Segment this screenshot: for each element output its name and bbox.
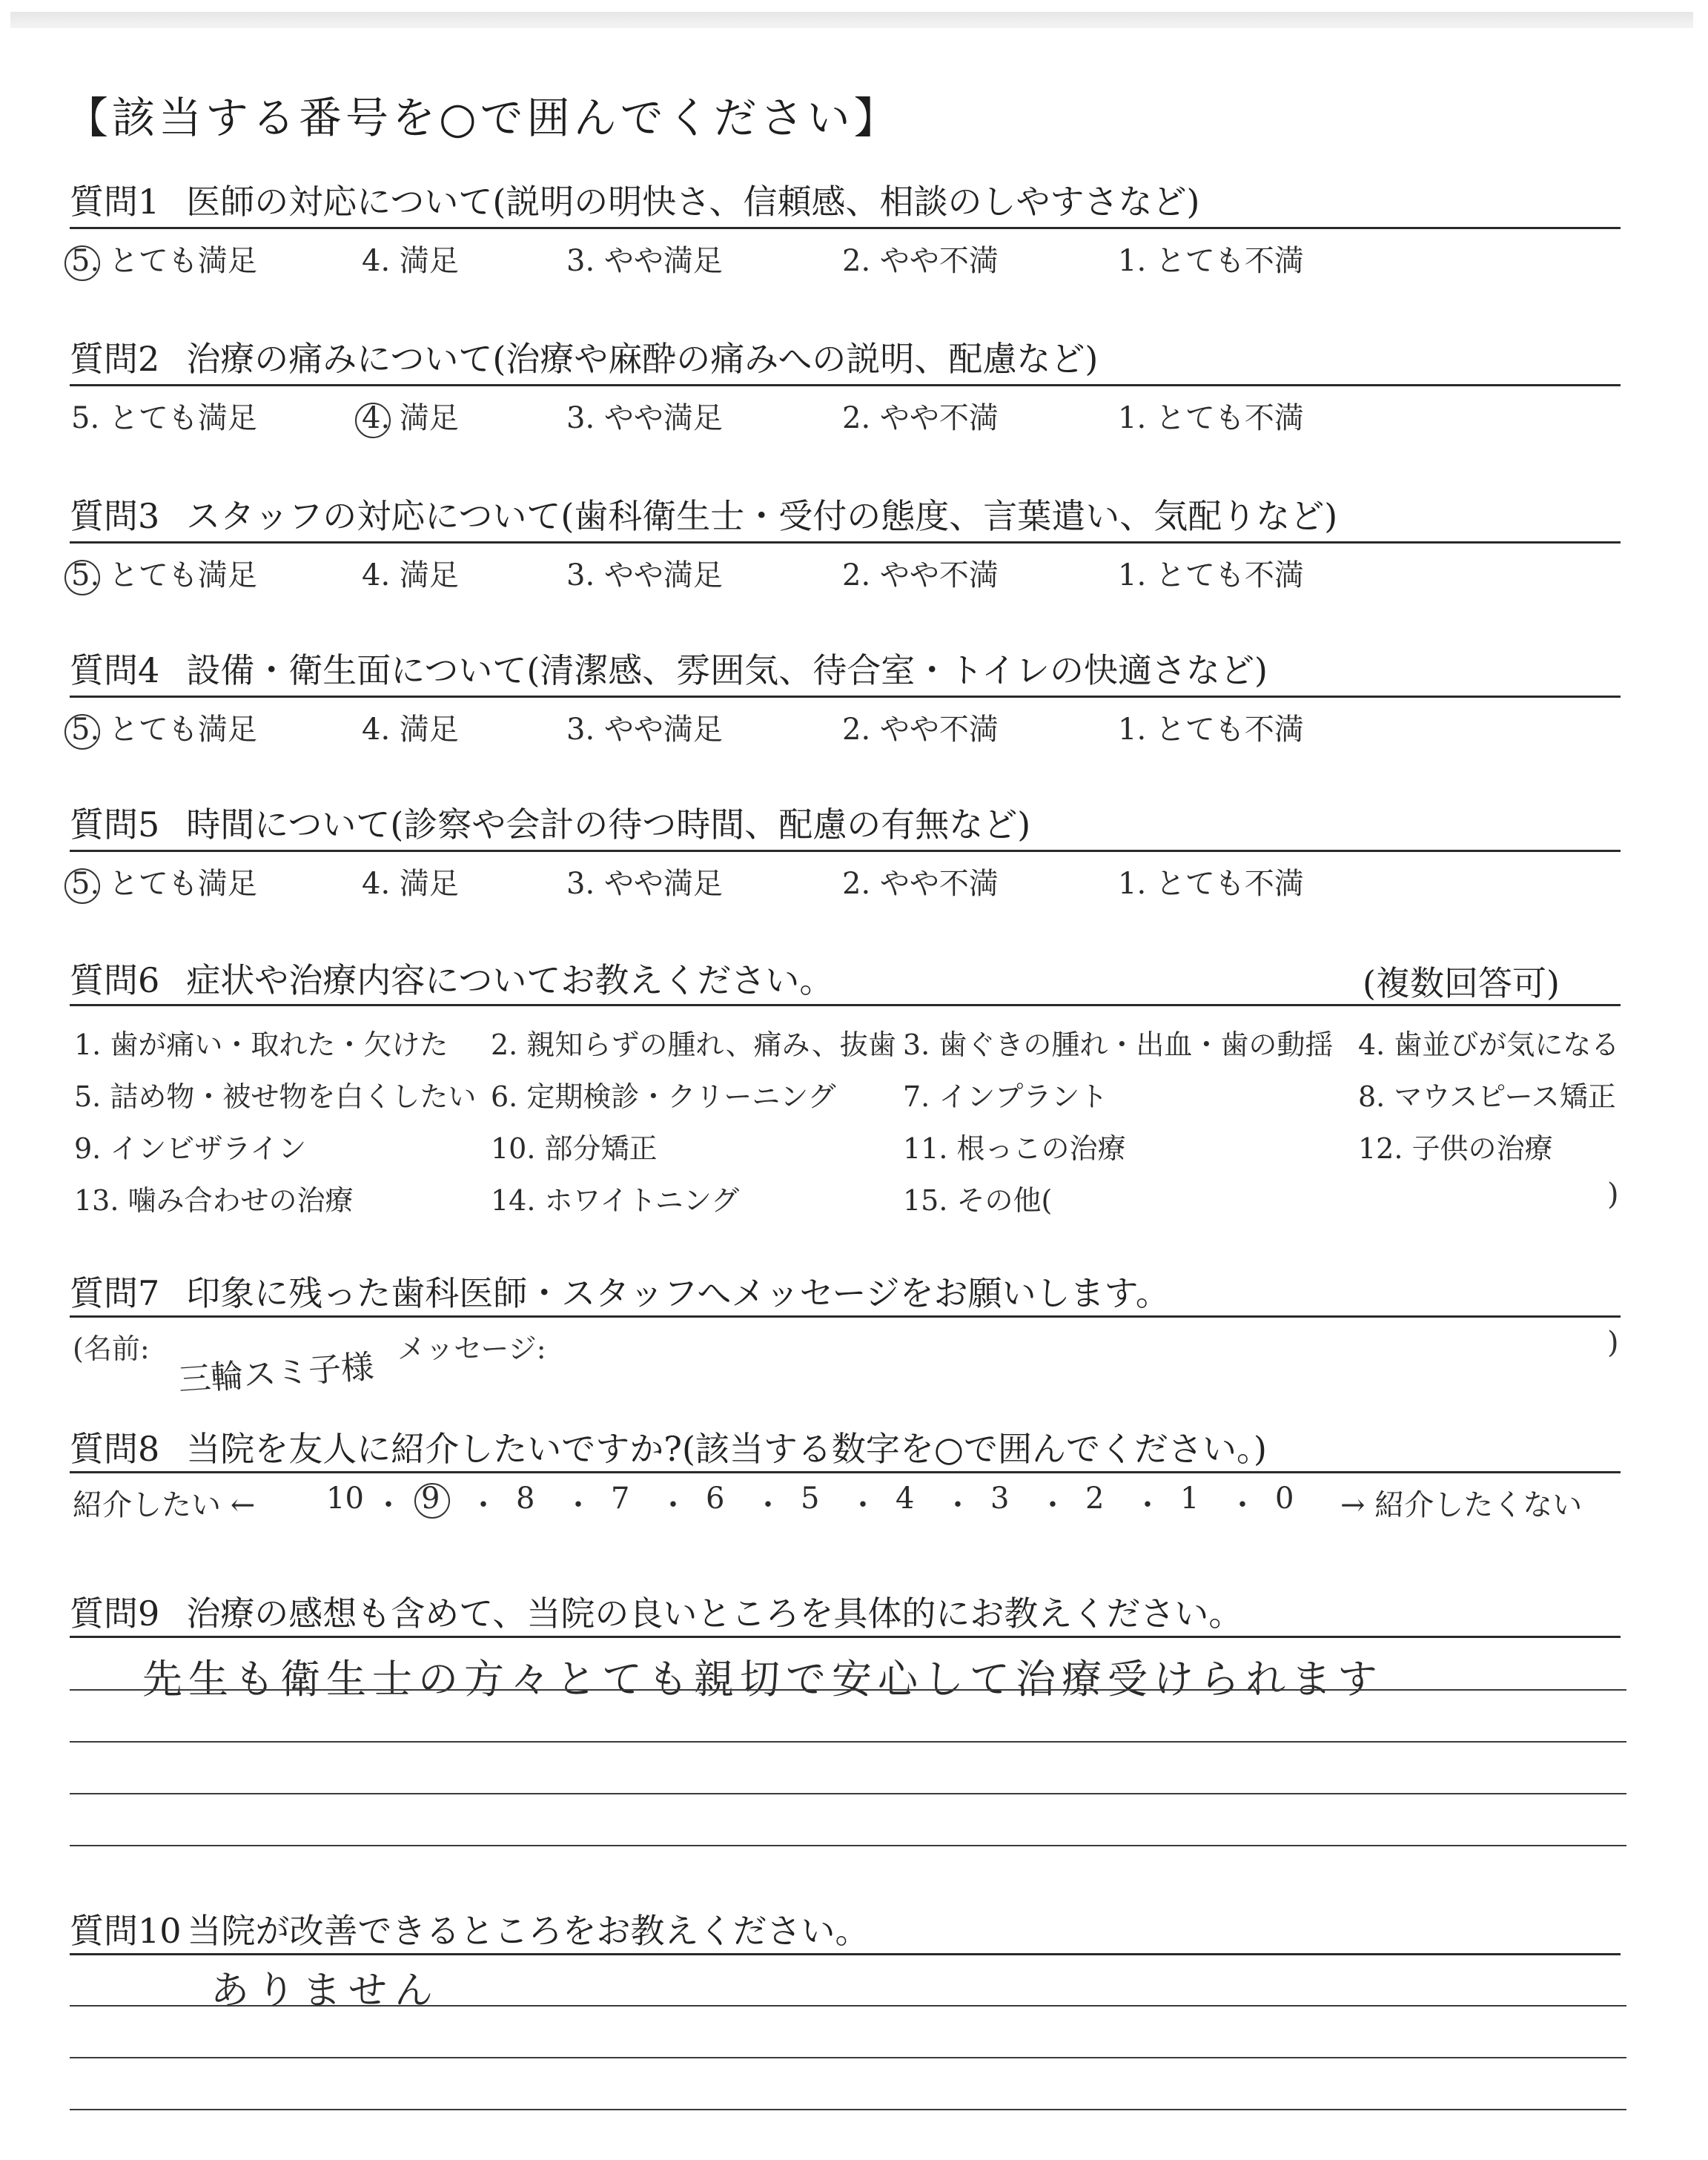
q8-scale-number: 8	[516, 1482, 535, 1516]
q2-title	[70, 332, 1098, 381]
q3-option-1[interactable]	[1118, 552, 1304, 594]
q6-other-close-paren: )	[1607, 1178, 1619, 1212]
q8-scale-value[interactable]	[1085, 1482, 1104, 1516]
q8-left-label: 紹介したい ←	[73, 1488, 256, 1522]
q7-handwritten-name: 三輪スミ子様	[176, 1347, 375, 1400]
q6-multi-answer-note: (複数回答可)	[1363, 963, 1560, 1003]
q6-item[interactable]: 10. 部分矯正	[491, 1132, 658, 1165]
q8-scale-number: 4	[896, 1482, 915, 1516]
q8-scale-number: 9	[421, 1482, 440, 1516]
q8-scale-value[interactable]	[611, 1482, 629, 1516]
q4-title	[70, 644, 1268, 693]
q8-scale-separator: ・	[563, 1488, 593, 1522]
q2-option-label: . とても満足	[90, 401, 257, 435]
q3-option-number: 2	[842, 558, 861, 592]
q5-option-number: 5	[71, 867, 90, 901]
q6-number: 質問6	[70, 960, 160, 1000]
q8-scale-value[interactable]	[801, 1482, 819, 1516]
q5-option-label: . とても満足	[90, 867, 257, 901]
q4-option-2[interactable]	[842, 706, 999, 748]
q1-option-label: . 満足	[380, 244, 459, 278]
q7-name-label: (名前:	[73, 1332, 150, 1365]
q8-scale-value[interactable]	[706, 1482, 724, 1516]
q5-option-4[interactable]	[362, 860, 459, 902]
q6-item[interactable]: 12. 子供の治療	[1358, 1132, 1553, 1165]
q3-option-4[interactable]	[362, 552, 459, 594]
q6-item[interactable]: 15. その他(	[903, 1184, 1053, 1217]
q10-title	[70, 1904, 870, 1953]
q5-option-label: . やや不満	[861, 867, 999, 901]
q4-option-number: 5	[71, 713, 90, 747]
q4-text: 設備・衛生面について(清潔感、雰囲気、待合室・トイレの快適さなど)	[186, 650, 1268, 690]
q4-option-label: . とても満足	[90, 713, 257, 747]
q2-option-number: 2	[842, 401, 861, 435]
q5-option-number: 2	[842, 867, 861, 901]
q3-option-number: 4	[362, 558, 381, 592]
q4-option-3[interactable]	[566, 706, 723, 748]
q9-text: 治療の感想も含めて、当院の良いところを具体的にお教えください。	[186, 1593, 1243, 1634]
q1-option-label: . やや満足	[585, 244, 723, 278]
q4-option-1[interactable]	[1118, 706, 1304, 748]
q6-item[interactable]: 6. 定期検診・クリーニング	[491, 1080, 836, 1113]
q8-scale-number: 7	[611, 1482, 630, 1516]
q5-option-label: . とても不満	[1136, 867, 1304, 901]
q8-scale-separator: ・	[848, 1488, 878, 1522]
q10-handwritten-answer: ありません	[211, 1969, 441, 2013]
q7-number: 質問7	[70, 1273, 160, 1313]
q3-option-label: . やや不満	[861, 558, 999, 592]
q8-title	[70, 1422, 1267, 1471]
q4-option-5[interactable]	[71, 706, 257, 748]
q6-item[interactable]: 2. 親知らずの腫れ、痛み、抜歯	[491, 1028, 896, 1061]
q8-scale-number: 0	[1275, 1482, 1294, 1516]
q1-text: 医師の対応について(説明の明快さ、信頼感、相談のしやすさなど)	[186, 182, 1200, 222]
q1-option-number: 5	[71, 244, 90, 278]
q1-option-4[interactable]	[362, 237, 459, 280]
q2-option-2[interactable]	[842, 394, 999, 437]
q5-option-label: . 満足	[380, 867, 459, 901]
q1-option-5[interactable]	[71, 237, 257, 280]
q10-answer-line-1	[70, 2005, 1626, 2007]
q2-text: 治療の痛みについて(治療や麻酔の痛みへの説明、配慮など)	[186, 339, 1099, 379]
q8-scale-value[interactable]	[1275, 1482, 1294, 1516]
q1-option-number: 3	[566, 244, 586, 278]
q5-title	[70, 798, 1030, 847]
q6-item[interactable]: 7. インプラント	[903, 1080, 1108, 1113]
q7-close-paren: )	[1607, 1326, 1619, 1360]
q9-answer-line-2	[70, 1741, 1626, 1743]
q6-rule	[70, 1004, 1621, 1006]
q1-option-1[interactable]	[1118, 237, 1304, 280]
q8-scale-number: 6	[706, 1482, 725, 1516]
q7-title	[70, 1266, 1170, 1315]
q8-scale-value[interactable]	[1180, 1482, 1199, 1516]
q8-scale-separator: ・	[1228, 1488, 1257, 1522]
q6-item[interactable]: 4. 歯並びが気になる	[1358, 1028, 1620, 1061]
q3-option-label: . とても満足	[90, 558, 257, 592]
q4-option-4[interactable]	[362, 706, 459, 748]
form-header: 【該当する番号を○で囲んでください】	[65, 93, 901, 143]
q8-right-label: → 紹介したくない	[1340, 1488, 1583, 1522]
q3-option-number: 3	[566, 558, 586, 592]
q10-text: 当院が改善できるところをお教えください。	[187, 1911, 870, 1951]
q8-scale-separator: ・	[374, 1488, 403, 1522]
q2-option-number: 5	[71, 401, 90, 435]
q6-item[interactable]: 3. 歯ぐきの腫れ・出血・歯の動揺	[903, 1028, 1334, 1061]
q9-number: 質問9	[70, 1593, 160, 1634]
q8-scale-number: 3	[990, 1482, 1010, 1516]
q2-rule	[70, 384, 1621, 386]
q10-number: 質問10	[70, 1911, 182, 1951]
q6-item[interactable]: 9. インビザライン	[74, 1132, 307, 1165]
q1-title	[70, 175, 1199, 224]
q8-scale-separator: ・	[469, 1488, 498, 1522]
q3-option-label: . やや満足	[585, 558, 723, 592]
q8-scale-separator: ・	[753, 1488, 783, 1522]
q3-number: 質問3	[70, 496, 160, 536]
q2-option-5[interactable]	[71, 394, 257, 437]
q8-scale-number: 1	[1180, 1482, 1199, 1516]
q7-rule	[70, 1315, 1621, 1318]
scan-top-band	[10, 12, 1693, 28]
q3-text: スタッフの対応について(歯科衛生士・受付の態度、言葉遣い、気配りなど)	[186, 496, 1338, 536]
q4-option-number: 2	[842, 713, 861, 747]
q5-option-number: 3	[566, 867, 586, 901]
q8-number: 質問8	[70, 1429, 160, 1469]
q2-option-label: . やや不満	[861, 401, 999, 435]
q2-option-3[interactable]	[566, 394, 723, 437]
q5-rule	[70, 850, 1621, 852]
q1-number: 質問1	[70, 182, 160, 222]
q8-scale-separator: ・	[1133, 1488, 1162, 1522]
q6-item[interactable]: 5. 詰め物・被せ物を白くしたい	[74, 1080, 477, 1113]
q2-number: 質問2	[70, 339, 160, 379]
q1-option-label: . やや不満	[861, 244, 999, 278]
q8-scale-number: 2	[1085, 1482, 1105, 1516]
q8-scale-separator: ・	[943, 1488, 973, 1522]
q6-item[interactable]: 14. ホワイトニング	[491, 1184, 740, 1217]
q5-number: 質問5	[70, 805, 160, 845]
q8-scale-value[interactable]	[990, 1482, 1009, 1516]
q10-rule	[70, 1953, 1621, 1955]
q9-rule	[70, 1636, 1621, 1638]
q8-scale-number: 10	[326, 1482, 364, 1516]
q4-option-label: . 満足	[380, 713, 459, 747]
q9-answer-line-4	[70, 1845, 1626, 1846]
q3-option-2[interactable]	[842, 552, 999, 594]
q4-option-number: 4	[362, 713, 381, 747]
q4-rule	[70, 696, 1621, 698]
q3-option-label: . 満足	[380, 558, 459, 592]
q9-answer-line-1	[70, 1689, 1626, 1691]
q3-option-number: 5	[71, 558, 90, 592]
q8-rule	[70, 1471, 1621, 1473]
q9-title	[70, 1587, 1242, 1636]
q8-scale-value[interactable]	[896, 1482, 914, 1516]
q6-item[interactable]: 13. 噛み合わせの治療	[74, 1184, 354, 1217]
q1-option-2[interactable]	[842, 237, 999, 280]
q5-option-number: 4	[362, 867, 381, 901]
q1-rule	[70, 227, 1621, 229]
q3-option-label: . とても不満	[1136, 558, 1304, 592]
q8-scale-value[interactable]	[516, 1482, 534, 1516]
q2-option-number: 1	[1118, 401, 1137, 435]
q3-option-number: 1	[1118, 558, 1137, 592]
q5-option-number: 1	[1118, 867, 1137, 901]
q6-title	[70, 954, 833, 1003]
q3-option-3[interactable]	[566, 552, 723, 594]
q9-answer-line-3	[70, 1793, 1626, 1794]
q2-option-number: 4	[362, 401, 381, 435]
q4-option-number: 1	[1118, 713, 1137, 747]
q3-option-5[interactable]	[71, 552, 257, 594]
q10-answer-line-3	[70, 2109, 1626, 2110]
q5-option-label: . やや満足	[585, 867, 723, 901]
q8-scale-number: 5	[801, 1482, 820, 1516]
q7-message-label: メッセージ:	[397, 1332, 546, 1365]
q4-option-label: . やや不満	[861, 713, 999, 747]
q1-option-3[interactable]	[566, 237, 723, 280]
q4-option-label: . とても不満	[1136, 713, 1304, 747]
q3-rule	[70, 541, 1621, 544]
q3-title	[70, 489, 1337, 538]
q4-option-label: . やや満足	[585, 713, 723, 747]
q2-option-1[interactable]	[1118, 394, 1304, 437]
q6-item[interactable]: 1. 歯が痛い・取れた・欠けた	[74, 1028, 448, 1061]
q8-text: 当院を友人に紹介したいですか?(該当する数字を○で囲んでください。)	[186, 1429, 1267, 1469]
q2-option-number: 3	[566, 401, 586, 435]
q9-handwritten-answer: 先生も衛生士の方々とても親切で安心して治療受けられます	[142, 1656, 1383, 1702]
q2-option-label: . とても不満	[1136, 401, 1304, 435]
q2-option-label: . やや満足	[585, 401, 723, 435]
q5-option-2[interactable]	[842, 860, 999, 902]
q8-scale-separator: ・	[658, 1488, 688, 1522]
q7-text: 印象に残った歯科医師・スタッフへメッセージをお願いします。	[186, 1273, 1170, 1313]
q8-scale-separator: ・	[1038, 1488, 1068, 1522]
q5-option-1[interactable]	[1118, 860, 1304, 902]
q1-option-label: . とても不満	[1136, 244, 1304, 278]
q4-option-number: 3	[566, 713, 586, 747]
q2-option-4[interactable]	[362, 394, 459, 437]
q6-item[interactable]: 8. マウスピース矯正	[1358, 1080, 1616, 1113]
q6-item[interactable]: 11. 根っこの治療	[903, 1132, 1126, 1165]
q1-option-number: 2	[842, 244, 861, 278]
q5-option-3[interactable]	[566, 860, 723, 902]
q8-scale-value[interactable]	[421, 1482, 440, 1516]
q8-scale-value[interactable]	[326, 1482, 364, 1516]
q1-option-label: . とても満足	[90, 244, 257, 278]
q10-answer-line-2	[70, 2057, 1626, 2058]
q5-option-5[interactable]	[71, 860, 257, 902]
q1-option-number: 4	[362, 244, 381, 278]
q6-text: 症状や治療内容についてお教えください。	[186, 960, 834, 1000]
q5-text: 時間について(診察や会計の待つ時間、配慮の有無など)	[186, 805, 1031, 845]
q1-option-number: 1	[1118, 244, 1137, 278]
q2-option-label: . 満足	[380, 401, 459, 435]
q4-number: 質問4	[70, 650, 160, 690]
